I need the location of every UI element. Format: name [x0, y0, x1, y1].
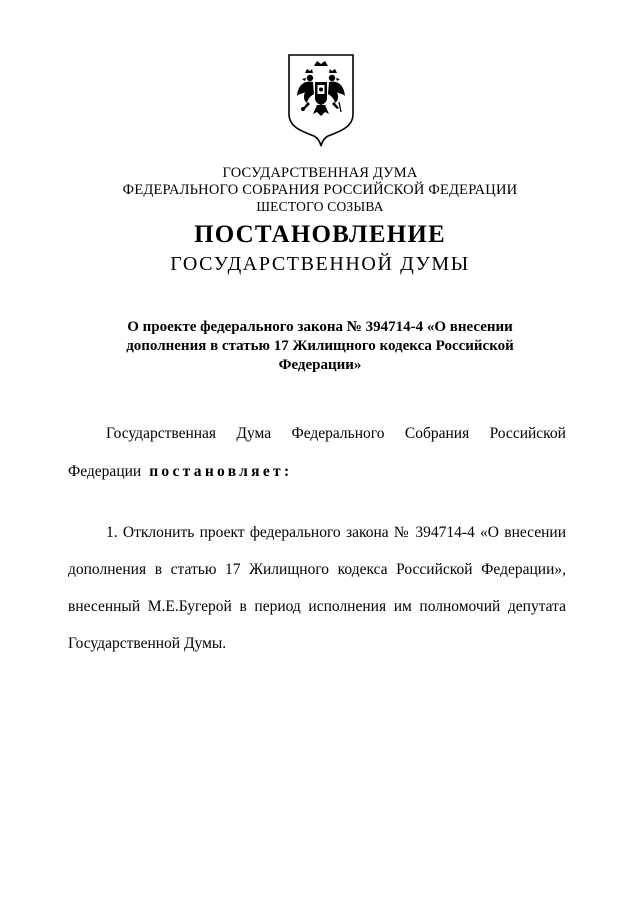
preamble-word: Российской: [489, 425, 566, 442]
decides-keyword: постановляет:: [149, 463, 293, 480]
double-headed-eagle-icon: [286, 52, 356, 148]
header-line-3: ШЕСТОГО СОЗЫВА: [256, 199, 384, 214]
preamble-word: Федерального: [291, 425, 385, 442]
preamble-line-2: [68, 462, 566, 481]
subject-line-2: дополнения в статью 17 Жилищного кодекса Российской: [126, 338, 514, 354]
subject-line-1: О проекте федерального закона № 394714-4 «О внесении: [127, 319, 513, 335]
header-line-2: ФЕДЕРАЛЬНОГО СОБРАНИЯ РОССИЙСКОЙ ФЕДЕРАЦИИ: [122, 182, 518, 198]
preamble-word: Дума: [236, 425, 272, 442]
subject-line-3: Федерации»: [278, 357, 362, 373]
preamble-line-1: [68, 424, 566, 443]
header-line-1: ГОСУДАРСТВЕННАЯ ДУМА: [222, 165, 418, 181]
document-title: ПОСТАНОВЛЕНИЕ: [194, 221, 446, 248]
subject-heading: [108, 318, 532, 375]
preamble-word: Собрания: [404, 425, 470, 442]
preamble-word: Государственная: [106, 425, 217, 442]
preamble-paragraph: [68, 424, 566, 481]
clause-1-paragraph: 1. Отклонить проект федерального закона № 394714-4 «О внесении дополнения в статью 17 Жилищного кодекса Российской Федерации», внесенный М.Е.Бугерой в период исполнения им полномочий депутата Государственной Думы.: [68, 524, 566, 652]
document-subtitle: ГОСУДАРСТВЕННОЙ ДУМЫ: [170, 253, 470, 275]
preamble-line-2-start: Федерации: [68, 463, 142, 480]
